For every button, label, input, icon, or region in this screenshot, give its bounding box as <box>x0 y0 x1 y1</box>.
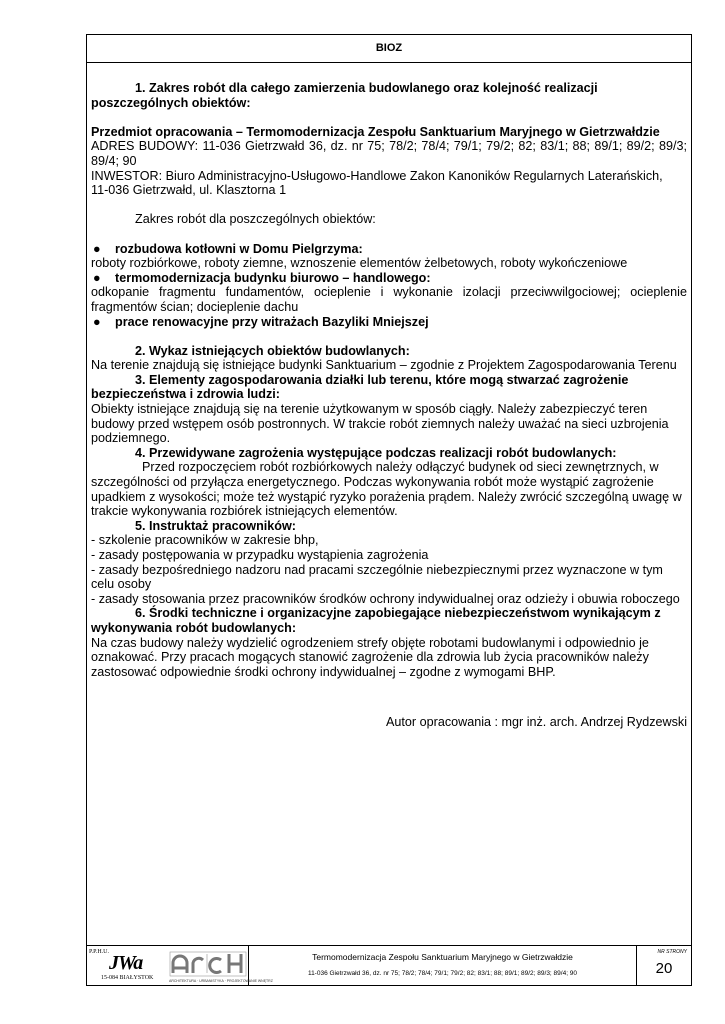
page-number-label: NR STRONY <box>657 949 687 955</box>
logo-pphu-text: P.P.H.U. <box>89 949 110 955</box>
logo-jwa-mark: JWa <box>109 952 143 974</box>
address-line: ADRES BUDOWY: 11-036 Gietrzwałd 36, dz. nr 75; 78/2; 78/4; 79/1; 79/2; 82; 83/1; 88; 89/1; 89/2; 89/3; 89/4; 90 <box>91 139 687 168</box>
section1-heading: 1. Zakres robót dla całego zamierzenia budowlanego oraz kolejność realizacji <box>135 81 598 95</box>
page-header <box>87 35 691 63</box>
author-line: Autor opracowania : mgr inż. arch. Andrzej Rydzewski <box>386 715 687 730</box>
bullet-icon: ● <box>93 270 101 285</box>
bullet-text: roboty rozbiórkowe, roboty ziemne, wznoszenie elementów żelbetowych, roboty wykończeniowe <box>91 256 628 271</box>
section3-heading-cont: bezpieczeństwa i zdrowia ludzi: <box>91 387 280 402</box>
section3-text: Obiekty istniejące znajdują się na terenie użytkowanym w sposób ciągły. Należy zabezpieczyć teren budowy przed wstępem osób postronnych. W trakcie robót ziemnych należy uważać na sieci uzbrojenia podziemnego. <box>91 402 669 446</box>
list-item: - zasady stosowania przez pracowników środków ochrony indywidualnej oraz odzieży i obuwia roboczego <box>91 591 680 606</box>
investor-line-cont: 11-036 Gietrzwałd, ul. Klasztorna 1 <box>91 183 287 198</box>
investor-line: INWESTOR: Biuro Administracyjno-Usługowo-Handlowe Zakon Kanoników Regularnych Laterańskich, <box>91 168 663 183</box>
list-item: - szkolenie pracowników w zakresie bhp, <box>91 533 319 548</box>
bullet-title: termomodernizacja budynku biurowo – handlowego: <box>115 270 431 285</box>
logos-cell <box>87 946 273 985</box>
jwa-logo <box>89 949 163 983</box>
bullet-icon: ● <box>93 314 101 329</box>
arch-logo-caption: ARCHITEKTURA · URBANISTYKA · PROJEKTOWANIE WNĘTRZ <box>169 979 273 983</box>
bullet-item <box>91 315 687 330</box>
header-title: BIOZ <box>375 42 403 54</box>
list-item: - zasady bezpośredniego nadzoru nad pracami szczególnie niebezpiecznymi przez wyznaczone w tym celu osoby <box>91 562 663 592</box>
list-item: - zasady postępowania w przypadku wystąpienia zagrożenia <box>91 548 429 562</box>
bullet-item <box>91 242 687 257</box>
project-title: Termomodernizacja Zespołu Sanktuarium Maryjnego w Gietrzwałdzie <box>312 952 573 962</box>
arch-logo <box>169 949 273 983</box>
scope-intro: Zakres robót dla poszczególnych obiektów: <box>135 212 376 227</box>
section3-heading: 3. Elementy zagospodarowania działki lub terenu, które mogą stwarzać zagrożenie <box>135 372 629 387</box>
arch-logo-icon <box>169 949 247 979</box>
bullet-icon: ● <box>93 241 101 256</box>
bullet-text: odkopanie fragmentu fundamentów, ocieplenie i wykonanie izolacji przeciwwilgociowej; ocieplenie fragmentów ścian; docieplenie dachu <box>91 285 687 314</box>
page-number: 20 <box>655 960 673 977</box>
document-body <box>91 81 687 730</box>
section2-text: Na terenie znajdują się istniejące budynki Sanktuarium – zgodnie z Projektem Zagospodarowania Terenu <box>91 358 677 373</box>
section5-heading: 5. Instruktaż pracowników: <box>135 518 296 533</box>
section4-text: Przed rozpoczęciem robót rozbiórkowych należy odłączyć budynek od sieci zewnętrznych, w szczególności od przyłącza energetycznego. Podczas wykonywania robót może wystąpić zagrożenie upadkiem z wysokości; może też wystąpić ryzyko porażenia prądem. Należy zwrócić szczególną uwagę w trakcie wykonywania rozbiórek istniejących elementów. <box>91 460 686 519</box>
logo-jwa-address: 15-084 BIAŁYSTOK <box>101 975 154 981</box>
section1-heading-cont: poszczególnych obiektów: <box>91 95 251 110</box>
section2-heading: 2. Wykaz istniejących obiektów budowlanych: <box>135 343 410 358</box>
bullet-item <box>91 271 687 286</box>
bullet-title: prace renowacyjne przy witrażach Bazyliki Mniejszej <box>115 314 429 329</box>
project-address: 11-036 Gietrzwałd 36, dz. nr 75; 78/2; 78/4; 79/1; 79/2; 82; 83/1; 88; 89/1; 89/2; 89/3; 89/4; 90 <box>307 970 578 977</box>
section6-heading-cont: wykonywania robót budowlanych: <box>91 620 297 635</box>
project-cell <box>249 946 637 985</box>
subject-line: Przedmiot opracowania – Termomodernizacja Zespołu Sanktuarium Maryjnego w Gietrzwałdzie <box>91 124 660 139</box>
page-frame <box>86 34 692 986</box>
bullet-title: rozbudowa kotłowni w Domu Pielgrzyma: <box>115 241 363 256</box>
section6-text: Na czas budowy należy wydzielić ogrodzeniem strefy objęte robotami budowlanymi i odpowiednio je oznakować. Przy pracach mogących stanowić zagrożenie dla zdrowia lub życia pracowników należy zastosować odpowiednie środki ochrony indywidualnej – zgodne z wymogami BHP. <box>91 635 649 679</box>
section6-heading: 6. Środki techniczne i organizacyjne zapobiegające niebezpieczeństwom wynikającym z <box>135 606 661 621</box>
section4-heading: 4. Przewidywane zagrożenia występujące podczas realizacji robót budowlanych: <box>135 445 617 460</box>
title-block <box>87 945 691 985</box>
page-number-cell <box>637 946 691 985</box>
